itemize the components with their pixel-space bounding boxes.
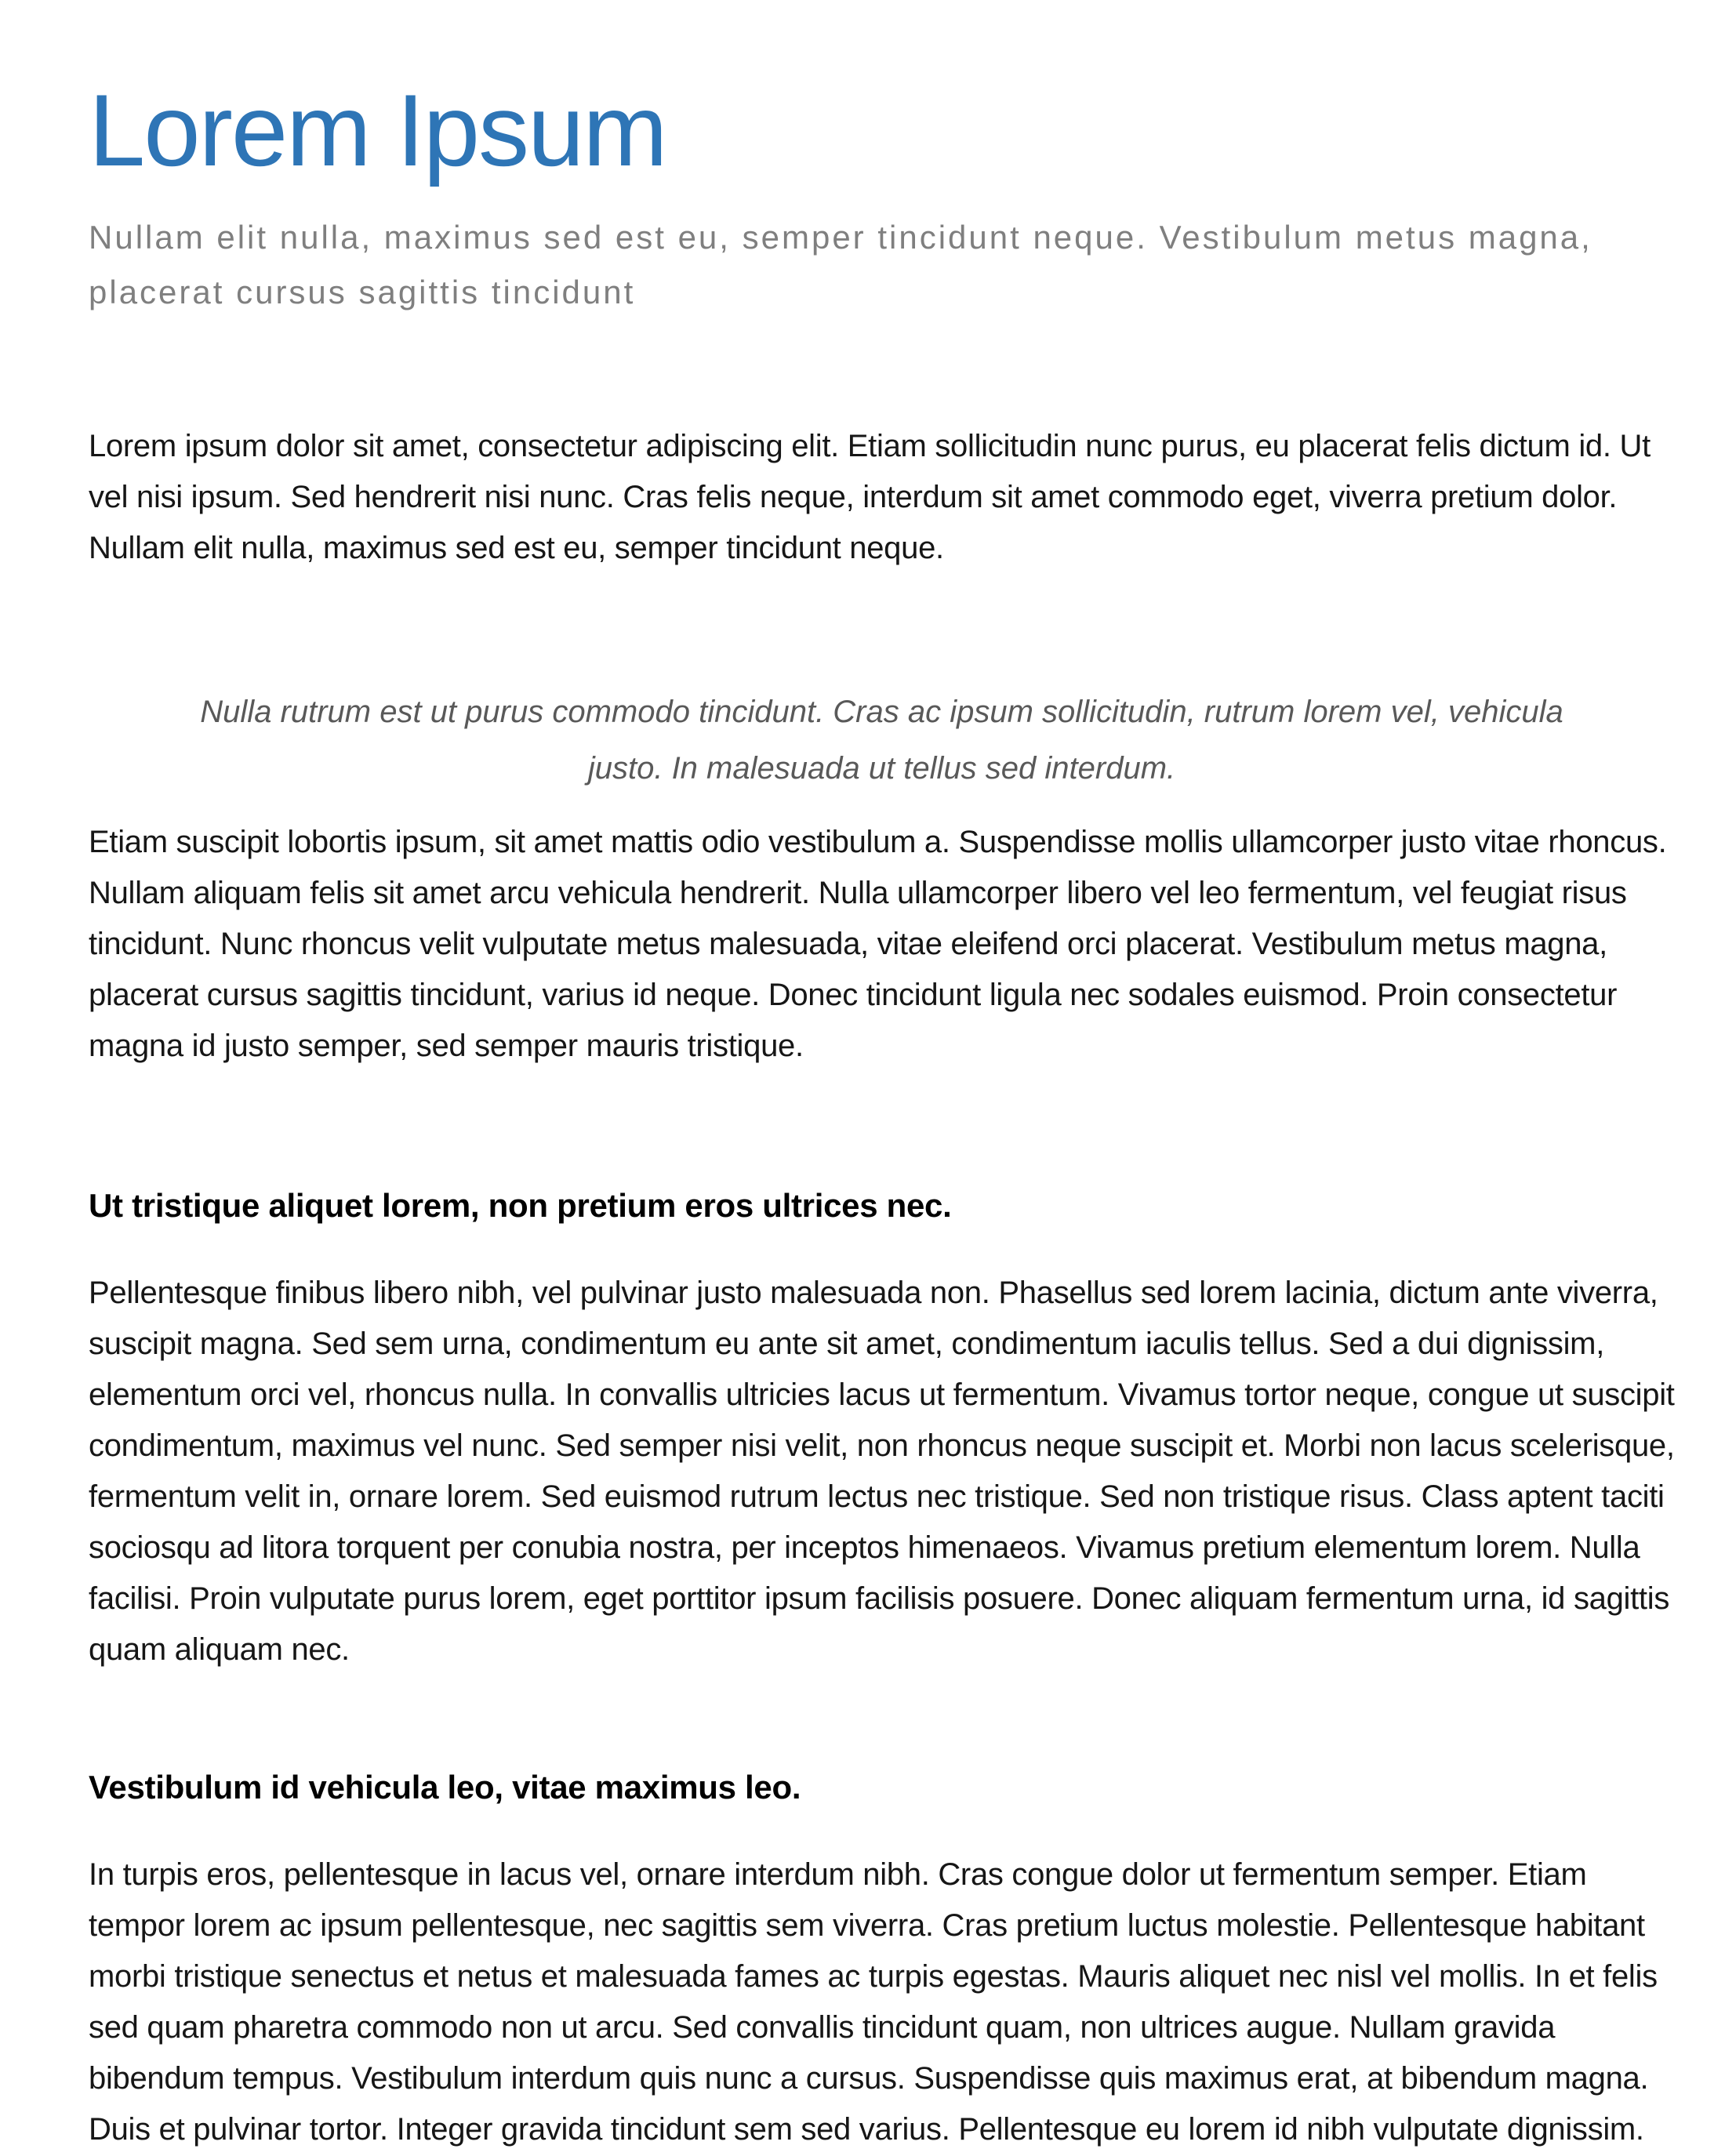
section-heading-2: Vestibulum id vehicula leo, vitae maximus leo. — [89, 1768, 801, 1806]
body-paragraph-3: Pellentesque finibus libero nibh, vel pulvinar justo malesuada non. Phasellus sed lorem lacinia, dictum ante viverra, suscipit magna. Sed sem urna, condimentum eu ante sit amet, condimentum iaculis tellus. Sed a dui dignissim, elementum orci vel, rhoncus nulla. In convallis ultricies lacus ut fermentum. Vivamus tortor neque, congue ut suscipit condimentum, maximus vel nunc. Sed semper nisi velit, non rhoncus neque suscipit et. Morbi non lacus scelerisque, fermentum velit in, ornare lorem. Sed euismod rutrum lectus nec tristique. Sed non tristique risus. Class aptent taciti sociosqu ad litora torquent per conubia nostra, per inceptos himenaeos. Vivamus pretium elementum lorem. Nulla facilisi. Proin vulputate purus lorem, eget porttitor ipsum facilisis posuere. Donec aliquam fermentum urna, id sagittis quam aliquam nec. — [89, 1275, 1675, 1667]
document-subtitle: Nullam elit nulla, maximus sed est eu, semper tincidunt neque. Vestibulum metus magna, placerat cursus sagittis tincidunt — [89, 218, 1592, 311]
document-title: Lorem Ipsum — [89, 73, 666, 187]
body-paragraph-1: Lorem ipsum dolor sit amet, consectetur adipiscing elit. Etiam sollicitudin nunc purus, eu placerat felis dictum id. Ut vel nisi ipsum. Sed hendrerit nisi nunc. Cras felis neque, interdum sit amet commodo eget, viverra pretium dolor. Nullam elit nulla, maximus sed est eu, semper tincidunt neque. — [89, 428, 1651, 565]
body-paragraph-2: Etiam suscipit lobortis ipsum, sit amet mattis odio vestibulum a. Suspendisse mollis ullamcorper justo vitae rhoncus. Nullam aliquam felis sit amet arcu vehicula hendrerit. Nulla ullamcorper libero vel leo fermentum, vel feugiat risus tincidunt. Nunc rhoncus velit vulputate metus malesuada, vitae eleifend orci placerat. Vestibulum metus magna, placerat cursus sagittis tincidunt, varius id neque. Donec tincidunt ligula nec sodales euismod. Proin consectetur magna id justo semper, sed semper mauris tristique. — [89, 824, 1667, 1063]
section-heading-1: Ut tristique aliquet lorem, non pretium eros ultrices nec. — [89, 1186, 952, 1224]
block-quote: Nulla rutrum est ut purus commodo tincidunt. Cras ac ipsum sollicitudin, rutrum lorem vel, vehicula justo. In malesuada ut tellus sed interdum. — [200, 694, 1563, 786]
body-paragraph-4: In turpis eros, pellentesque in lacus vel, ornare interdum nibh. Cras congue dolor ut fermentum semper. Etiam tempor lorem ac ipsum pellentesque, nec sagittis sem viverra. Cras pretium luctus molestie. Pellentesque habitant morbi tristique senectus et netus et malesuada fames ac turpis egestas. Mauris aliquet nec nisl vel mollis. In et felis sed quam pharetra commodo non ut arcu. Sed convallis tincidunt quam, non ultrices augue. Nullam gravida bibendum tempus. Vestibulum interdum quis nunc a cursus. Suspendisse quis maximus erat, at bibendum magna. Duis et pulvinar tortor. Integer gravida tincidunt sem sed varius. Pellentesque eu lorem id nibh vulputate dignissim. — [89, 1857, 1658, 2147]
